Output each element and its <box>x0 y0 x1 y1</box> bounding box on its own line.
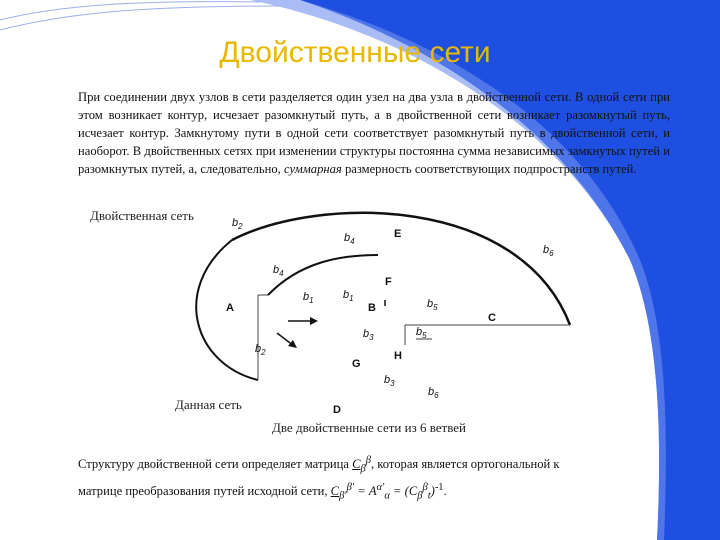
node-e: E <box>394 228 402 240</box>
node-g: G <box>352 358 361 370</box>
node-c: C <box>488 312 496 324</box>
label-dual-network: Двойственная сеть <box>90 208 194 223</box>
edge-label: $b_2$ <box>232 217 243 232</box>
edge-label: $b_3$ <box>384 374 395 389</box>
edge-label: $b_1$ <box>303 291 314 306</box>
edge-label: $b_2$ <box>255 343 266 358</box>
intro-italic: суммарная <box>283 162 342 176</box>
node-a: A <box>226 302 234 314</box>
formula-end: = (C <box>389 483 418 498</box>
intro-text-2: размерность соответствующих подпространств путей. <box>341 162 637 176</box>
formula-close: ) <box>430 483 435 498</box>
edge-label: $b_5$ <box>427 298 438 313</box>
node-f: F <box>385 276 392 288</box>
edge-label: $b_4$ <box>273 264 284 279</box>
edge-label: $b_4$ <box>344 232 355 247</box>
matrix-symbol: C <box>352 457 361 472</box>
matrix-text-1: Структуру двойственной сети определяет матрица <box>78 457 353 472</box>
edge-label: $b_3$ <box>363 328 374 343</box>
matrix-text-3: матрице преобразования путей исходной сети, <box>78 483 331 498</box>
label-given-network: Данная сеть <box>175 397 242 412</box>
intro-text-1: При соединении двух узлов в сети разделяется один узел на два узла в двойственной сети. В одной сети при этом возникает контур, исчезает разомкнутый путь, а в двойственной сети возникает разомкнутый путь, исчезает контур. Замкнутому пути в одной сети соответствует разомкнутый путь в двойственной сети, и наоборот. В двойственных сетях при изменении структуры постоянна сумма независимых замкнутых путей и разомкнутых путей, а, следовательно, <box>78 90 670 176</box>
matrix-text-2: , которая является ортогональной к <box>371 457 560 472</box>
node-h: H <box>394 350 402 362</box>
edge-label: $b_6$ <box>543 244 554 259</box>
node-b: B <box>368 302 376 314</box>
edge-label: $b_1$ <box>343 289 354 304</box>
formula-symbol-1: C <box>330 483 340 498</box>
edge-label: $b_5$ <box>416 326 427 341</box>
diagram-caption: Две двойственные сети из 6 ветвей <box>272 420 467 435</box>
inner-arc <box>268 255 378 295</box>
slide-title: Двойственные сети <box>219 36 491 69</box>
formula-mid: = A <box>354 483 377 498</box>
matrix-paragraph: Структуру двойственной сети определяет матрица $C_\beta^\beta$, которая является ортогональной к матрице преобразования путей исходной сети, $C_{\beta'}^{\beta'} = A^{\alpha'}_\alpha = (C_\beta^\beta_t)^{-1}$. <box>78 455 560 502</box>
node-d: D <box>333 404 341 416</box>
edge-label: $b_6$ <box>428 386 439 401</box>
